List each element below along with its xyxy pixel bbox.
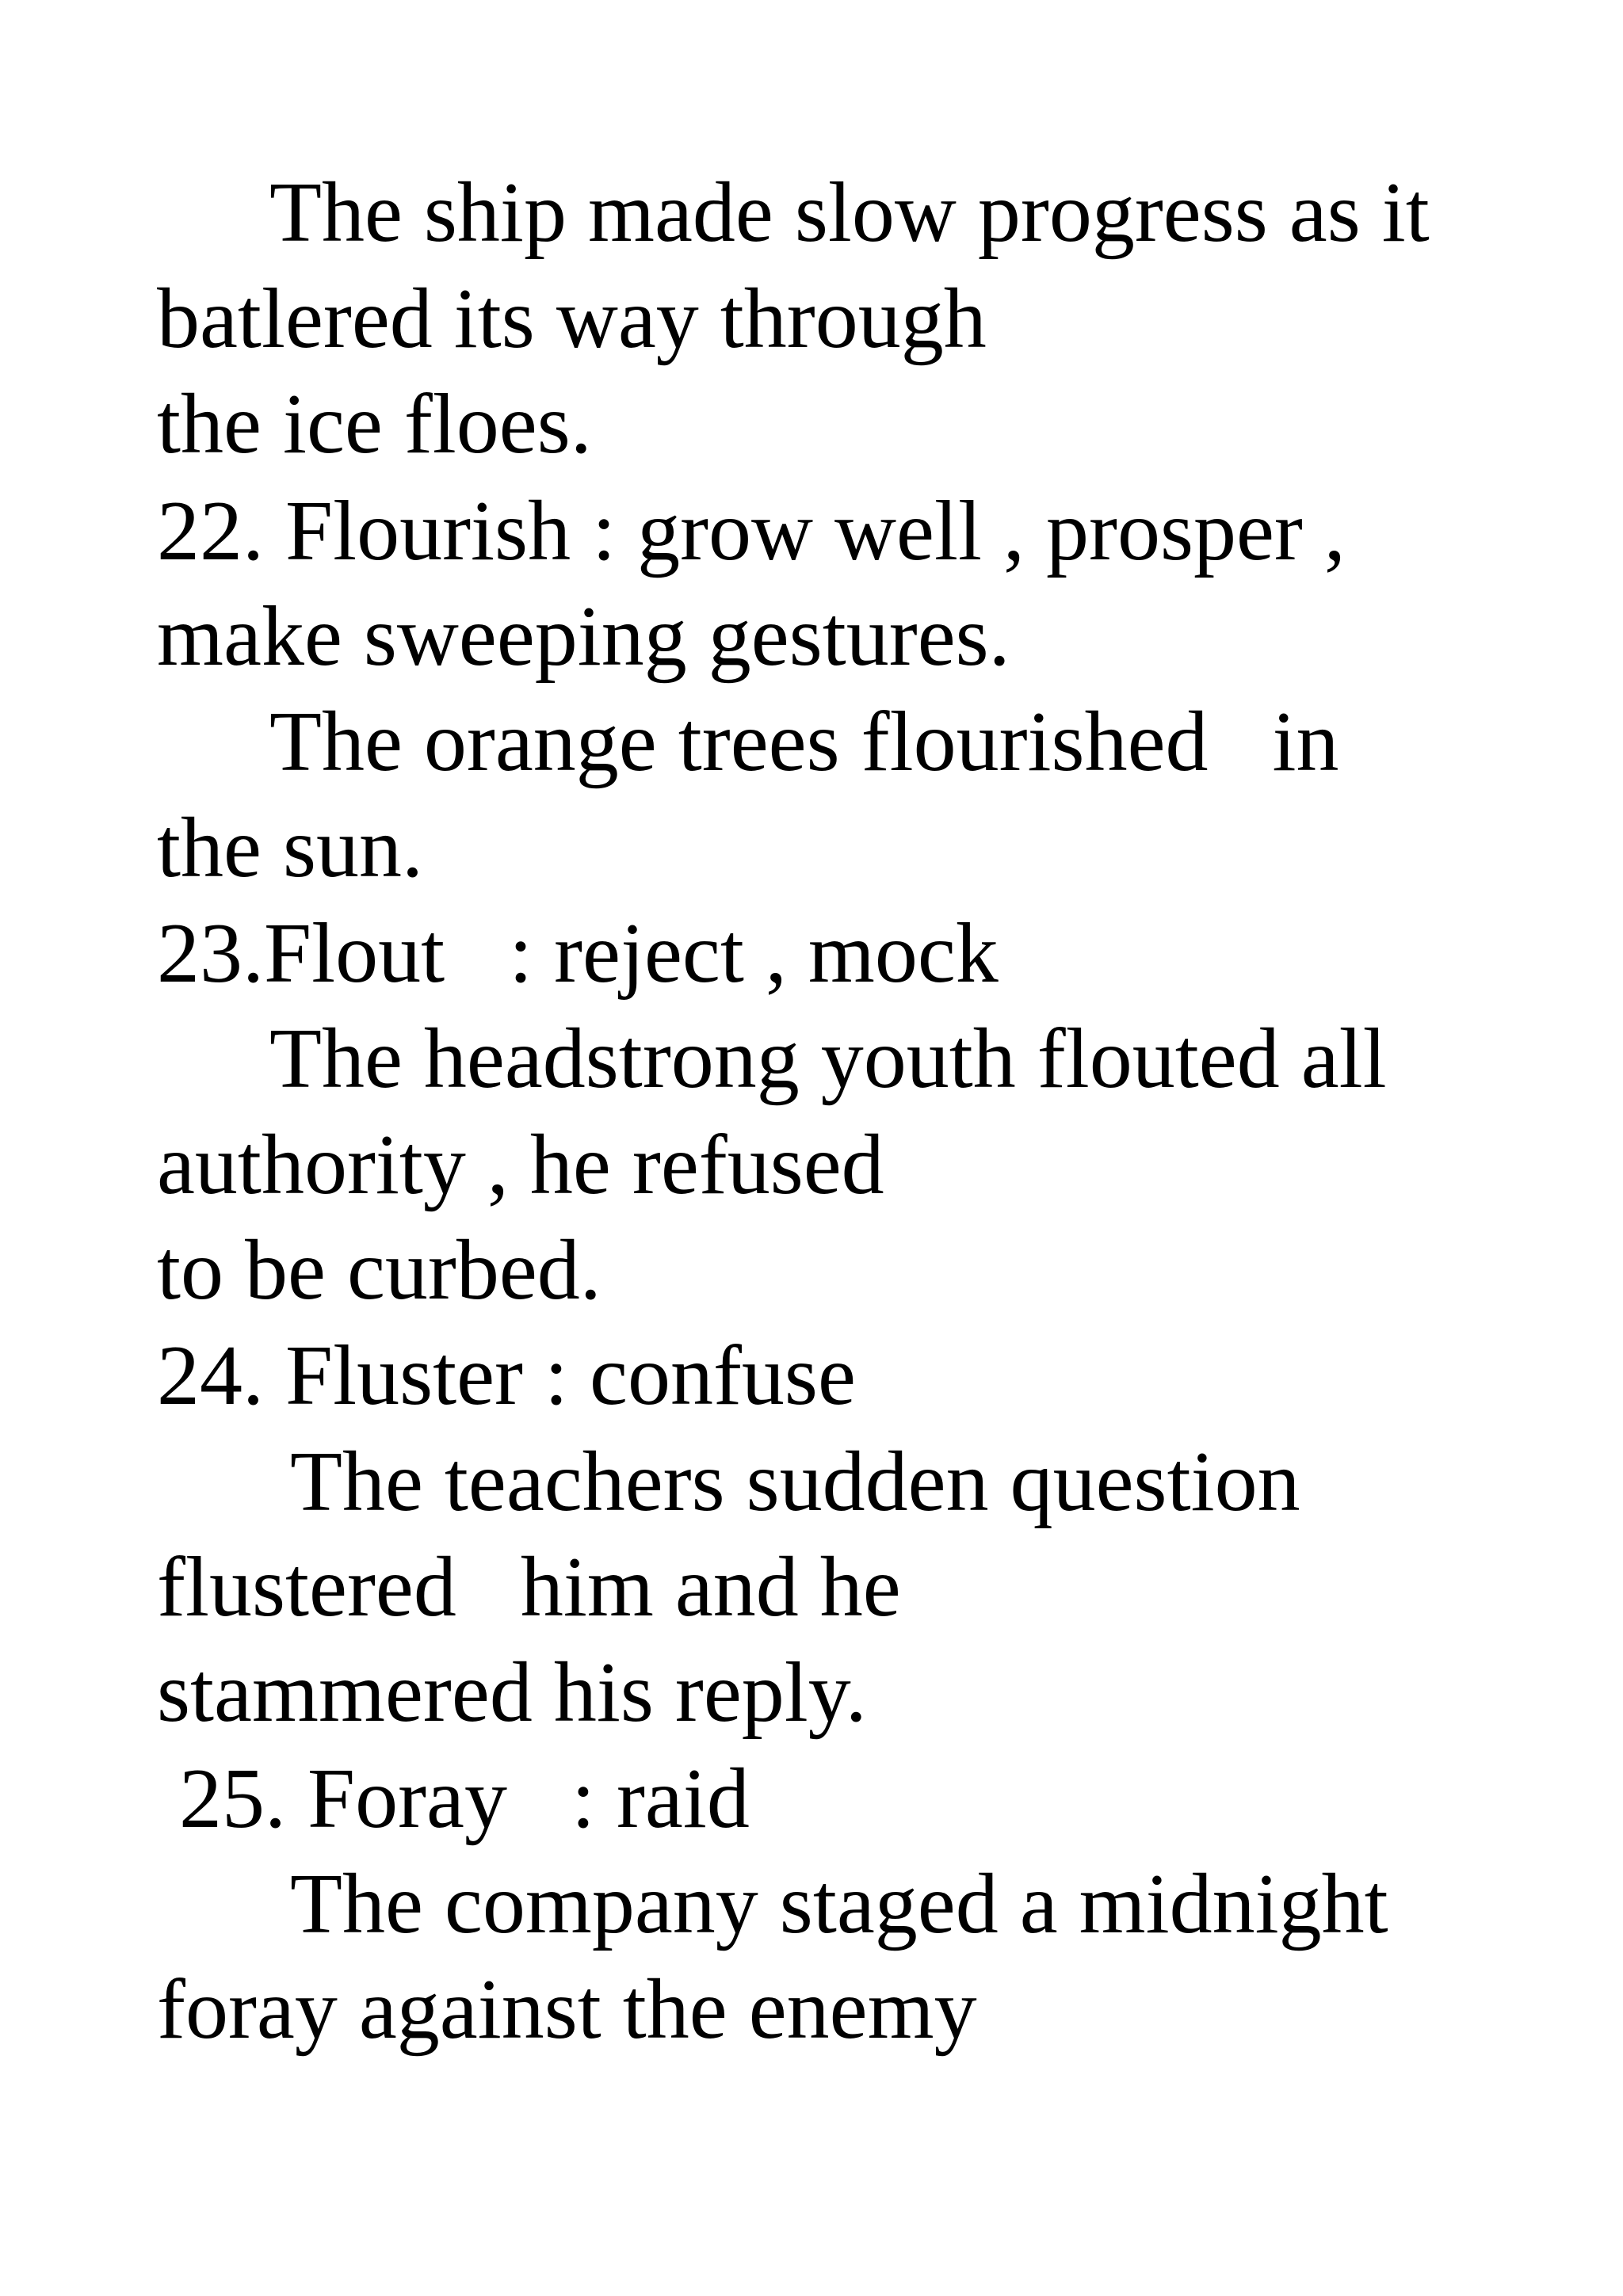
- vocabulary-entry-heading: 23.Flout : reject , mock: [157, 906, 999, 1001]
- example-sentence-line: batlered its way through: [157, 272, 987, 366]
- example-sentence-line: to be curbed.: [157, 1223, 601, 1318]
- vocabulary-entry-heading: 25. Foray : raid: [179, 1752, 750, 1846]
- example-sentence-line: The headstrong youth flouted all: [269, 1012, 1387, 1106]
- example-sentence-line: authority , he refused: [157, 1118, 884, 1212]
- example-sentence-line: stammered his reply.: [157, 1646, 867, 1740]
- example-sentence-line: The teachers sudden question: [290, 1435, 1300, 1529]
- example-sentence-line: The orange trees flourished in: [269, 695, 1339, 789]
- example-sentence-line: the sun.: [157, 801, 423, 895]
- example-sentence-line: The company staged a midnight: [290, 1857, 1388, 1951]
- vocabulary-entry-heading: 22. Flourish : grow well , prosper ,: [157, 484, 1346, 578]
- example-sentence-line: The ship made slow progress as it: [269, 166, 1430, 260]
- example-sentence-line: the ice floes.: [157, 377, 592, 471]
- vocabulary-entry-definition: make sweeping gestures.: [157, 589, 1010, 684]
- vocabulary-entry-heading: 24. Fluster : confuse: [157, 1329, 856, 1423]
- example-sentence-line: foray against the enemy: [157, 1962, 977, 2057]
- example-sentence-line: flustered him and he: [157, 1540, 901, 1634]
